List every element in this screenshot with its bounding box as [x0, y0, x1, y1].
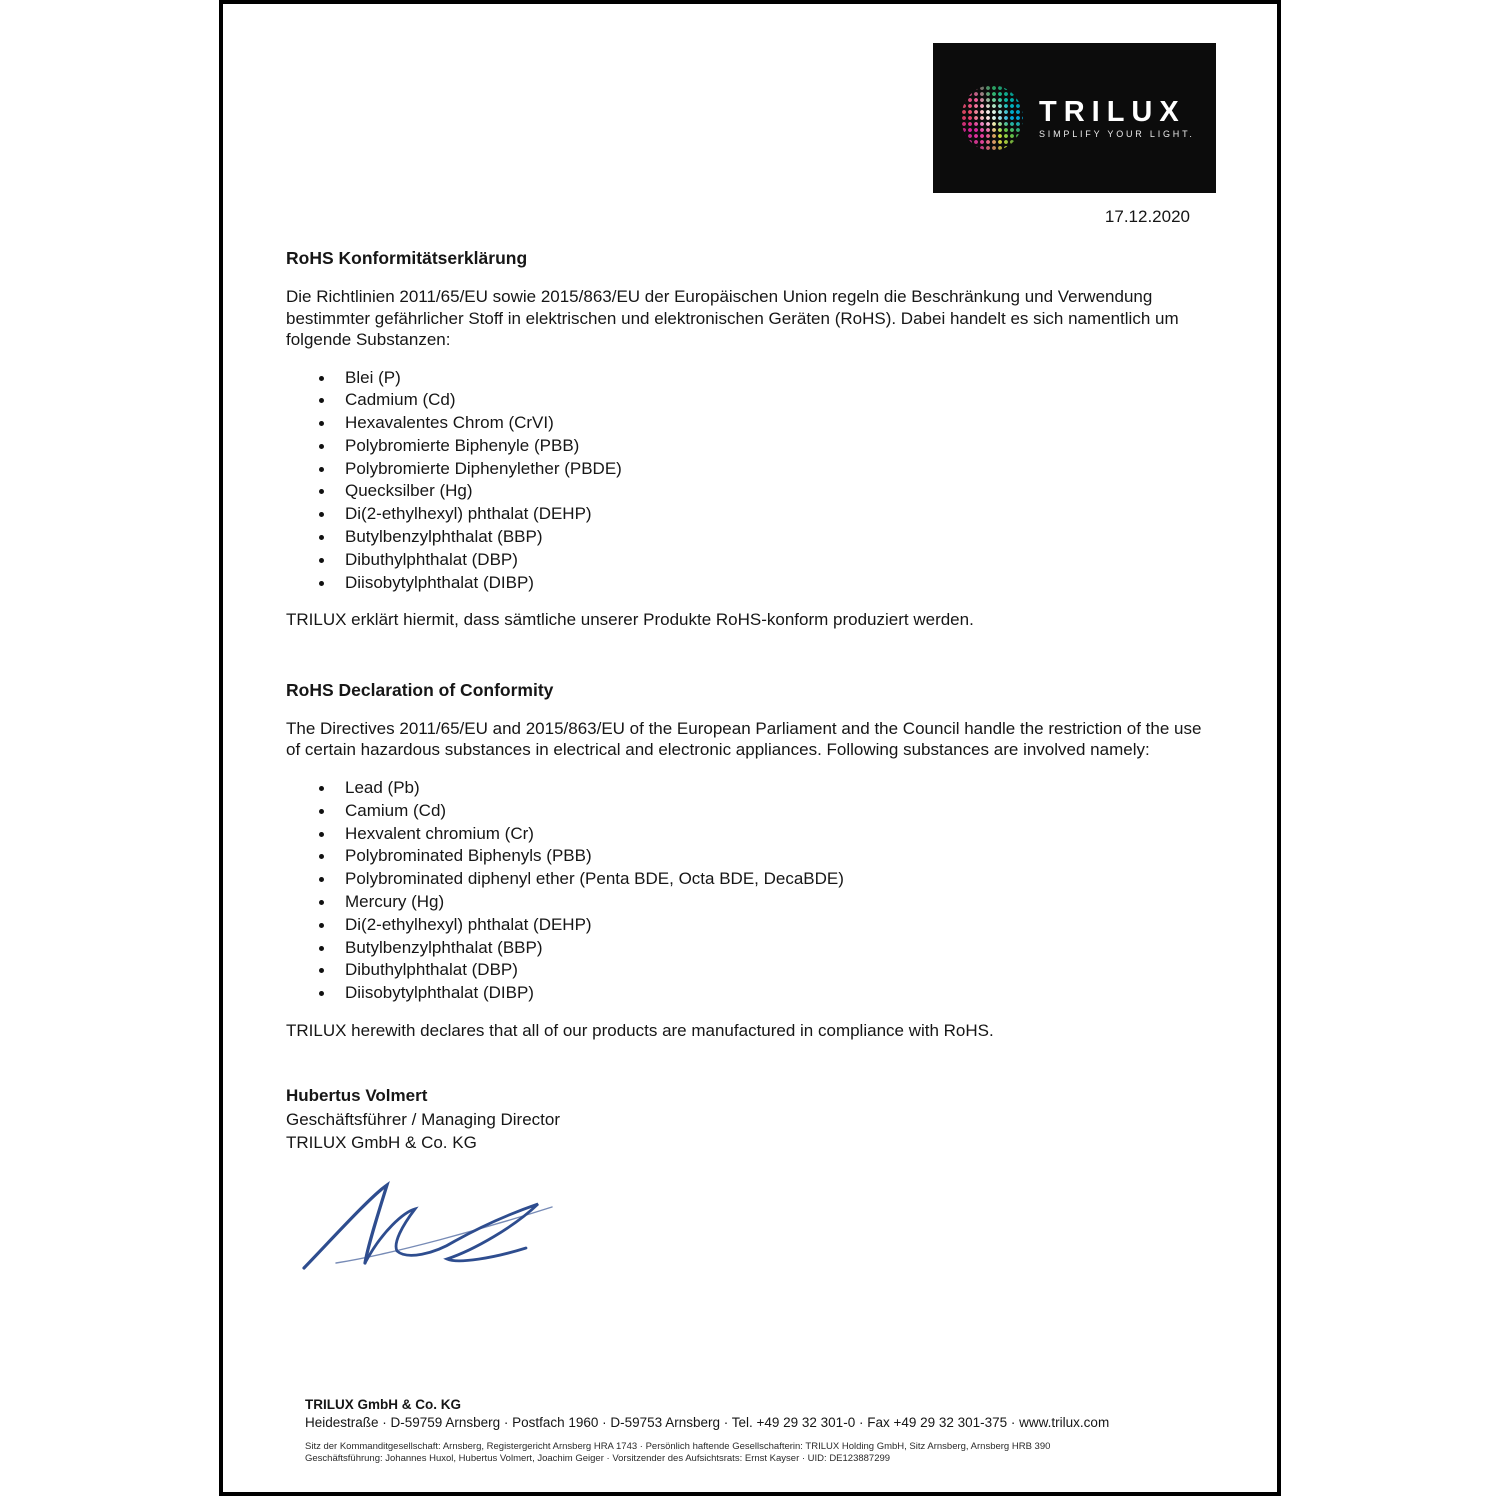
english-heading: RoHS Declaration of Conformity	[286, 679, 554, 700]
logo-sphere-icon	[961, 85, 1023, 151]
letter-footer	[305, 1396, 1255, 1464]
footer-address: Heidestraße · D-59759 Arnsberg · Postfach 1960 · D-59753 Arnsberg · Tel. +49 29 32 301-0 · Fax +49 29 32 301-375 · www.trilux.com	[305, 1415, 1110, 1430]
document-date: 17.12.2020	[1104, 207, 1190, 226]
substance-item: Butylbenzylphthalat (BBP)	[286, 937, 1216, 960]
signer-name: Hubertus Volmert	[286, 1086, 428, 1106]
substance-item: Di(2-ethylhexyl) phthalat (DEHP)	[286, 503, 1216, 526]
signature-block	[286, 1084, 1216, 1155]
substance-item: Diisobytylphthalat (DIBP)	[286, 572, 1216, 595]
handwritten-signature	[298, 1169, 560, 1277]
letter-page	[219, 0, 1281, 1496]
substance-item: Hexavalentes Chrom (CrVI)	[286, 412, 1216, 435]
footer-company: TRILUX GmbH & Co. KG	[305, 1397, 461, 1412]
german-substance-list	[286, 367, 1216, 595]
signer-company: TRILUX GmbH & Co. KG	[286, 1133, 477, 1153]
substance-item: Dibuthylphthalat (DBP)	[286, 959, 1216, 982]
substance-item: Quecksilber (Hg)	[286, 480, 1216, 503]
substance-item: Cadmium (Cd)	[286, 389, 1216, 412]
substance-item: Diisobytylphthalat (DIBP)	[286, 982, 1216, 1005]
substance-item: Polybrominated diphenyl ether (Penta BDE, Octa BDE, DecaBDE)	[286, 868, 1216, 891]
german-closing-paragraph: TRILUX erklärt hiermit, dass sämtliche unserer Produkte RoHS-konform produziert werden.	[286, 610, 974, 630]
substance-item: Lead (Pb)	[286, 777, 1216, 800]
english-intro-paragraph: The Directives 2011/65/EU and 2015/863/EU of the European Parliament and the Council handle the restriction of the use of certain hazardous substances in electrical and electronic appliances. Following substances are involved namely:	[286, 718, 1202, 760]
substance-item: Dibuthylphthalat (DBP)	[286, 549, 1216, 572]
substance-item: Butylbenzylphthalat (BBP)	[286, 526, 1216, 549]
footer-legal-line1: Sitz der Kommanditgesellschaft: Arnsberg, Registergericht Arnsberg HRA 1743 · Persönlich haftende Gesellschafterin: TRILUX Holding GmbH, Sitz Arnsberg, Arnsberg HRB 390	[305, 1441, 1051, 1452]
signer-title: Geschäftsführer / Managing Director	[286, 1109, 561, 1129]
footer-legal	[305, 1441, 1255, 1464]
substance-item: Hexvalent chromium (Cr)	[286, 823, 1216, 846]
english-section	[286, 679, 1216, 1041]
substance-item: Camium (Cd)	[286, 800, 1216, 823]
logo-tagline: SIMPLIFY YOUR LIGHT.	[1039, 129, 1195, 139]
substance-item: Polybromierte Biphenyle (PBB)	[286, 435, 1216, 458]
letter-body	[286, 247, 1216, 1282]
substance-item: Polybrominated Biphenyls (PBB)	[286, 845, 1216, 868]
substance-item: Blei (P)	[286, 367, 1216, 390]
substance-item: Di(2-ethylhexyl) phthalat (DEHP)	[286, 914, 1216, 937]
trilux-logo	[933, 43, 1216, 193]
english-closing-paragraph: TRILUX herewith declares that all of our products are manufactured in compliance with RoHS.	[286, 1020, 994, 1040]
substance-item: Mercury (Hg)	[286, 891, 1216, 914]
german-intro-paragraph: Die Richtlinien 2011/65/EU sowie 2015/863/EU der Europäischen Union regeln die Beschränkung und Verwendung bestimmter gefährlicher Stoff in elektrischen und elektronischen Geräten (RoHS). Dabei handelt es sich namentlich um folgende Substanzen:	[286, 287, 1179, 349]
english-substance-list	[286, 777, 1216, 1005]
footer-legal-line2: Geschäftsführung: Johannes Huxol, Hubertus Volmert, Joachim Geiger · Vorsitzender des Aufsichtsrats: Ernst Kayser · UID: DE123887299	[305, 1452, 891, 1464]
german-heading: RoHS Konformitätserklärung	[286, 248, 528, 268]
logo-brand-text: TRILUX	[1039, 96, 1186, 128]
substance-item: Polybromierte Diphenylether (PBDE)	[286, 458, 1216, 481]
